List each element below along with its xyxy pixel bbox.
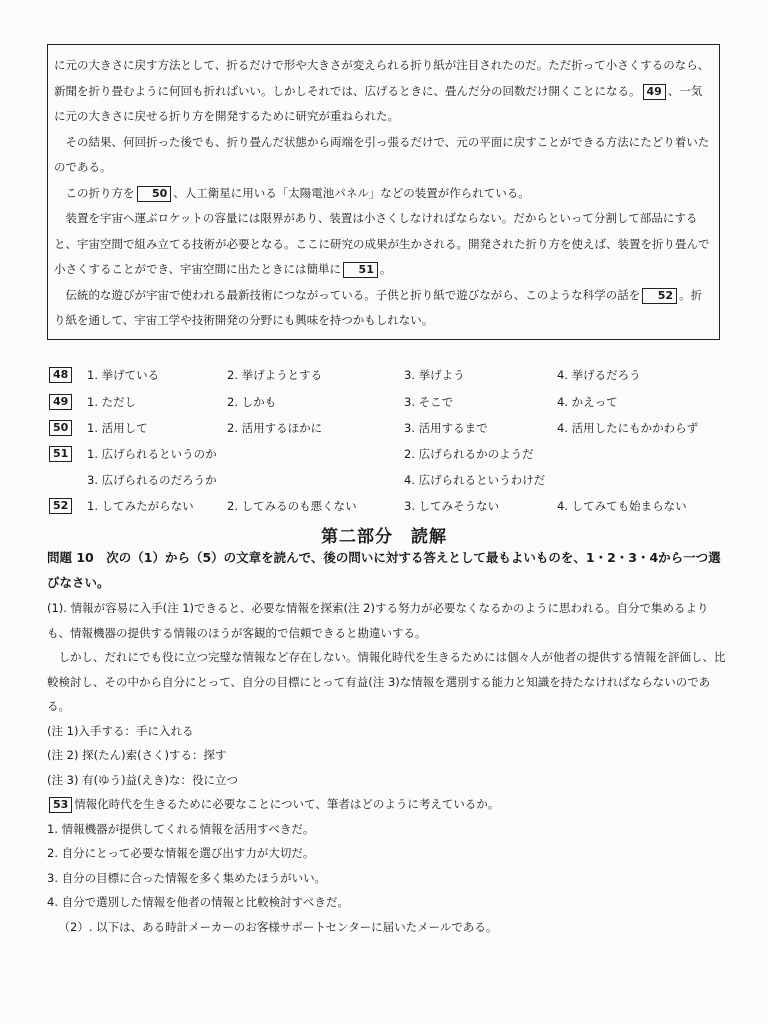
section-title: 第二部分 読解 <box>321 527 447 547</box>
passage-box <box>47 44 720 340</box>
blank-52: 52 <box>642 288 677 304</box>
problem-instruction: 問題 10 次の（1）から（5）の文章を読んで、後の問いに対する答えとして最もよいものを、1・2・3・4から一つ選びなさい。 <box>47 550 721 590</box>
answer-1[interactable]: 1. 情報機器が提供してくれる情報を活用すべきだ。 <box>47 821 315 836</box>
option-2[interactable]: 2. 活用するほかに <box>227 421 323 435</box>
option-4[interactable]: 4. かえって <box>557 395 618 409</box>
note-3: (注 3) 有(ゆう)益(えき)な：役に立つ <box>47 772 239 787</box>
question-number: 51 <box>49 446 72 462</box>
blank-49: 49 <box>643 84 666 100</box>
option-3[interactable]: 3. してみそうない <box>404 499 500 513</box>
passage-paragraph-1 <box>54 53 713 130</box>
option-1[interactable]: 1. 広げられるというのか <box>87 447 217 461</box>
passage-text: 伝統的な遊びが宇宙で使われる最新技術につながっている。子供と折り紙で遊びながら、このような科学の話を <box>65 287 641 302</box>
choice-row-49 <box>47 394 727 410</box>
question-text: 情報化時代を生きるために必要なことについて、筆者はどのように考えているか。 <box>74 797 500 811</box>
option-4[interactable]: 4. してみても始まらない <box>557 499 687 513</box>
option-4[interactable]: 4. 広げられるというわけだ <box>404 473 546 487</box>
choice-row-52 <box>47 498 727 514</box>
passage-text: 。 <box>379 262 392 276</box>
answer-2[interactable]: 2. 自分にとって必要な情報を選び出す力が大切だ。 <box>47 846 315 860</box>
option-3[interactable]: 3. そこで <box>404 395 454 409</box>
passage-text: に元の大きさに戻す方法として、折るだけで形や大きさが変えられる折り紙が注目されたのだ。ただ折って小さくするのなら、新聞を折り畳むように何回も折ればいい。しかしそれでは、広げるときに、畳んだ分の回数だけ開くことになる。 <box>54 58 710 98</box>
choice-row-50 <box>47 420 727 436</box>
choice-row-48 <box>47 367 727 383</box>
choice-row-51b <box>47 472 727 488</box>
reading1-paragraph-1: (1). 情報が容易に入手(注 1)できると、必要な情報を探索(注 2)する努力が必要なくなるかのように思われる。自分で集めるよりも、情報機器の提供する情報のほうが客観的で信頼できると勘違いする。 <box>47 601 709 640</box>
question-number: 52 <box>49 498 72 514</box>
option-3[interactable]: 3. 広げられるのだろうか <box>87 473 217 487</box>
option-2[interactable]: 2. しかも <box>227 395 277 409</box>
option-1[interactable]: 1. してみたがらない <box>87 499 194 513</box>
option-2[interactable]: 2. してみるのも悪くない <box>227 499 357 513</box>
option-3[interactable]: 3. 挙げよう <box>404 368 465 382</box>
option-4[interactable]: 4. 活用したにもかかわらず <box>557 421 699 435</box>
option-4[interactable]: 4. 挙げるだろう <box>557 368 641 382</box>
option-1[interactable]: 1. 活用して <box>87 421 148 435</box>
passage-text: 。折り紙を通して、宇宙工学や技術開発の分野にも興味を持つかもしれない。 <box>54 287 703 327</box>
question-number: 48 <box>49 367 72 383</box>
question-number: 50 <box>49 420 72 436</box>
passage-paragraph-4 <box>54 206 713 283</box>
passage-paragraph-5 <box>54 283 713 334</box>
answer-3[interactable]: 3. 自分の目標に合った情報を多く集めたほうがいい。 <box>47 870 327 885</box>
passage-paragraph-3 <box>54 181 713 207</box>
option-1[interactable]: 1. 挙げている <box>87 368 160 382</box>
reading1-paragraph-2: しかし、だれにでも役に立つ完璧な情報など存在しない。情報化時代を生きるためには個々人が他者の提供する情報を評価し、比較検討し、その中から自分にとって、自分の目標にとって有益(注 3)な情報を選別する能力と知識を持たなければならないのである。 <box>47 650 726 713</box>
passage-text: 、一気に元の大きさに戻せる折り方を開発するために研究が重ねられた。 <box>54 83 703 123</box>
question-number: 49 <box>49 394 72 410</box>
answer-4[interactable]: 4. 自分で選別した情報を他者の情報と比較検討すべきだ。 <box>47 895 349 909</box>
note-2: (注 2) 探(たん)索(さく)する：探す <box>47 748 227 762</box>
option-2[interactable]: 2. 挙げようとする <box>227 368 323 382</box>
option-3[interactable]: 3. 活用するまで <box>404 421 488 435</box>
choice-row-51a <box>47 446 727 462</box>
passage-paragraph-2: その結果、何回折った後でも、折り畳んだ状態から両端を引っ張るだけで、元の平面に戻すことができる方法にたどり着いたのである。 <box>54 134 710 174</box>
passage-text: この折り方を <box>65 185 135 200</box>
note-1: (注 1)入手する：手に入れる <box>47 723 194 738</box>
reading-section <box>47 546 727 939</box>
passage-text: 装置を宇宙へ運ぶロケットの容量には限界があり、装置は小さくしなければならない。だからといって分割して部品にすると、宇宙空間で組み立てる技術が必要となる。ここに研究の成果が生かされる。開発された折り方を使えば、装置を折り畳んで小さくすることができ、宇宙空間に出たときには簡単に <box>54 211 710 276</box>
question-number: 53 <box>49 797 72 813</box>
reading2-intro: （2）. 以下は、ある時計メーカーのお客様サポートセンターに届いたメールである。 <box>58 919 498 934</box>
blank-50: 50 <box>137 186 172 202</box>
passage-text: 、人工衛星に用いる「太陽電池パネル」などの装置が作られている。 <box>173 185 530 200</box>
option-2[interactable]: 2. 広げられるかのようだ <box>404 447 534 461</box>
question-53 <box>47 792 727 817</box>
option-1[interactable]: 1. ただし <box>87 395 137 409</box>
blank-51: 51 <box>343 262 378 278</box>
